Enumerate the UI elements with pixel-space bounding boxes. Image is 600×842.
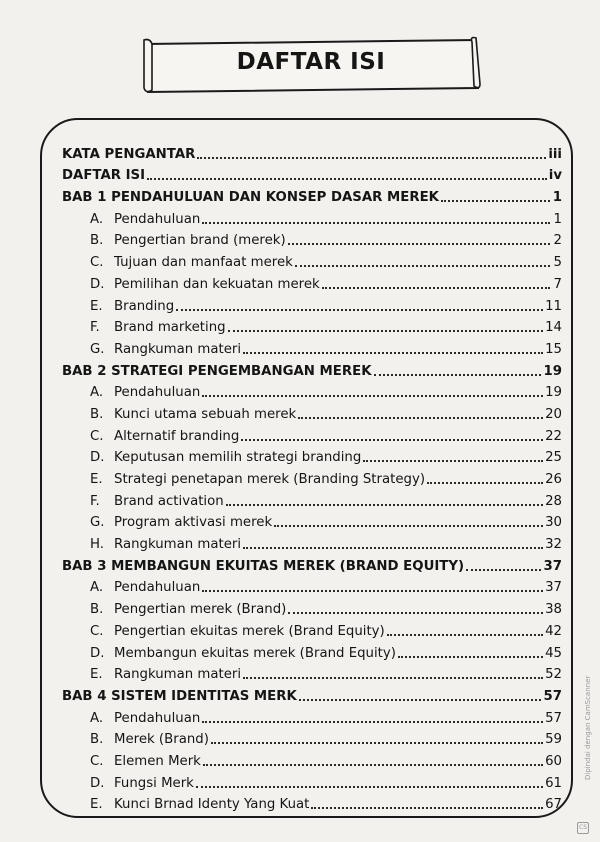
toc-item-letter: C. — [90, 623, 104, 639]
dot-leader — [298, 417, 543, 419]
toc-page-number: 14 — [545, 320, 562, 336]
dot-leader — [322, 287, 550, 289]
toc-page-number: 2 — [553, 233, 562, 249]
toc-entry-title: Branding — [114, 298, 175, 314]
toc-entry-title: Pendahuluan — [114, 211, 201, 227]
dot-leader — [466, 569, 541, 571]
toc-entry-title: Pengertian ekuitas merek (Brand Equity) — [114, 623, 385, 639]
toc-entry-title: BAB 1 PENDAHULUAN DAN KONSEP DASAR MEREK — [62, 190, 439, 206]
toc-entry-title: Fungsi Merk — [114, 775, 194, 791]
title-banner — [140, 36, 482, 94]
dot-leader — [427, 482, 543, 484]
toc-entry-title: BAB 2 STRATEGI PENGEMBANGAN MEREK — [62, 363, 372, 379]
dot-leader — [295, 265, 550, 267]
dot-leader — [374, 374, 542, 376]
toc-entry-title: Strategi penetapan merek (Branding Strategy) — [114, 472, 426, 487]
dot-leader — [243, 677, 543, 679]
dot-leader — [288, 243, 550, 245]
toc-item-letter: B. — [90, 233, 104, 249]
toc-page-number: iii — [548, 146, 562, 162]
dot-leader — [226, 504, 543, 506]
dot-leader — [441, 200, 550, 202]
toc-page-number: 22 — [545, 428, 562, 444]
dot-leader — [176, 309, 543, 311]
toc-entry-title: Merek (Brand) — [114, 732, 209, 748]
toc-page-number: 45 — [545, 645, 562, 661]
toc-page-number: 26 — [545, 472, 562, 487]
toc-chapter-row — [62, 683, 562, 705]
camscanner-logo-icon: CS — [577, 822, 589, 834]
toc-item-row — [62, 488, 562, 510]
toc-page-number: 37 — [543, 558, 562, 574]
toc-chapter-row — [62, 184, 562, 206]
dot-leader — [299, 699, 542, 701]
toc-entry-title: BAB 3 MEMBANGUN EKUITAS MEREK (BRAND EQUITY) — [62, 558, 465, 574]
dot-leader — [197, 157, 546, 159]
toc-entry-title: Kunci Brnad Identy Yang Kuat — [114, 797, 310, 813]
toc-item-row — [62, 705, 562, 727]
toc-entry-title: Tujuan dan manfaat merek — [114, 255, 293, 271]
toc-page-number: 7 — [553, 276, 562, 292]
toc-item-row — [62, 596, 562, 618]
toc-item-row — [62, 206, 562, 228]
toc-entry-title: Rangkuman materi — [114, 667, 242, 683]
toc-entry-title: Brand activation — [114, 493, 224, 509]
dot-leader — [202, 222, 550, 224]
toc-item-row — [62, 315, 562, 337]
dot-leader — [196, 786, 543, 788]
dot-leader — [202, 590, 543, 592]
toc-entry-title: Keputusan memilih strategi branding — [114, 450, 362, 466]
dot-leader — [211, 742, 543, 744]
toc-entry-title: Alternatif branding — [114, 428, 240, 444]
toc-entry-title: Kunci utama sebuah merek — [114, 406, 297, 422]
toc-entry-title: Pendahuluan — [114, 710, 201, 726]
toc-entry-title: Rangkuman materi — [114, 341, 242, 357]
toc-page-number: 67 — [545, 797, 562, 813]
toc-item-row — [62, 228, 562, 250]
toc-page-number: 19 — [543, 363, 562, 379]
toc-item-letter: E. — [90, 667, 103, 683]
toc-entry-title: Elemen Merk — [114, 753, 201, 769]
toc-item-letter: H. — [90, 537, 104, 553]
dot-leader — [387, 634, 543, 636]
toc-page-number: 5 — [553, 255, 562, 271]
toc-item-row — [62, 466, 562, 488]
toc-item-letter: E. — [90, 472, 103, 487]
dot-leader — [241, 439, 543, 441]
toc-page-number: 20 — [545, 406, 562, 422]
toc-item-row — [62, 727, 562, 749]
table-of-contents — [62, 141, 562, 813]
toc-chapter-row — [62, 358, 562, 380]
toc-item-letter: C. — [90, 753, 104, 769]
toc-page-number: 11 — [545, 298, 562, 314]
toc-item-letter: E. — [90, 298, 103, 314]
toc-page-number: 42 — [545, 623, 562, 639]
dot-leader — [363, 460, 543, 462]
toc-item-letter: G. — [90, 515, 105, 531]
toc-item-row — [62, 249, 562, 271]
dot-leader — [202, 721, 543, 723]
page-title: DAFTAR ISI — [236, 49, 386, 75]
toc-entry-title: DAFTAR ISI — [62, 168, 146, 184]
toc-item-row — [62, 662, 562, 684]
toc-item-letter: A. — [90, 710, 104, 726]
toc-page-number: 28 — [545, 493, 562, 509]
toc-entry-title: BAB 4 SISTEM IDENTITAS MERK — [62, 688, 297, 704]
dot-leader — [311, 807, 543, 809]
toc-item-letter: C. — [90, 428, 104, 444]
toc-entry-title: Membangun ekuitas merek (Brand Equity) — [114, 645, 396, 661]
toc-item-letter: B. — [90, 602, 104, 618]
toc-chapter-row — [62, 163, 562, 185]
toc-item-row — [62, 423, 562, 445]
toc-item-row — [62, 293, 562, 315]
toc-page-number: 1 — [553, 211, 562, 227]
toc-item-letter: A. — [90, 211, 104, 227]
toc-chapter-row — [62, 553, 562, 575]
toc-item-letter: A. — [90, 385, 104, 401]
toc-page-number: 52 — [545, 667, 562, 683]
toc-entry-title: Rangkuman materi — [114, 537, 242, 553]
toc-item-row — [62, 445, 562, 467]
toc-entry-title: Pemilihan dan kekuatan merek — [114, 276, 320, 292]
dot-leader — [147, 178, 547, 180]
toc-item-letter: D. — [90, 450, 105, 466]
toc-entry-title: Pendahuluan — [114, 385, 201, 401]
toc-item-letter: D. — [90, 645, 105, 661]
toc-item-row — [62, 380, 562, 402]
toc-item-row — [62, 401, 562, 423]
dot-leader — [228, 330, 543, 332]
toc-item-row — [62, 531, 562, 553]
toc-page-number: 38 — [545, 602, 562, 618]
toc-page-number: 25 — [545, 450, 562, 466]
toc-entry-title: Program aktivasi merek — [114, 515, 273, 531]
toc-page-number: iv — [548, 168, 562, 184]
dot-leader — [398, 656, 543, 658]
toc-item-row — [62, 575, 562, 597]
toc-item-row — [62, 640, 562, 662]
toc-page-number: 37 — [545, 580, 562, 596]
toc-item-letter: D. — [90, 276, 105, 292]
toc-entry-title: Brand marketing — [114, 320, 226, 336]
scanner-watermark: Dipindai dengan CamScanner — [584, 675, 592, 780]
toc-item-letter: B. — [90, 406, 104, 422]
toc-page-number: 19 — [545, 385, 562, 401]
toc-entry-title: Pengertian merek (Brand) — [114, 602, 287, 618]
toc-page-number: 61 — [545, 775, 562, 791]
toc-item-row — [62, 792, 562, 814]
toc-chapter-row — [62, 141, 562, 163]
toc-page-number: 57 — [543, 688, 562, 704]
toc-page-number: 32 — [545, 537, 562, 553]
toc-entry-title: KATA PENGANTAR — [62, 146, 196, 162]
toc-item-letter: C. — [90, 255, 104, 271]
toc-item-letter: B. — [90, 732, 104, 748]
toc-page-number: 59 — [545, 732, 562, 748]
toc-page-number: 60 — [545, 753, 562, 769]
toc-item-letter: G. — [90, 341, 105, 357]
toc-item-row — [62, 271, 562, 293]
dot-leader — [274, 525, 543, 527]
toc-page-number: 30 — [545, 515, 562, 531]
toc-item-row — [62, 770, 562, 792]
toc-page-number: 15 — [545, 341, 562, 357]
toc-item-row — [62, 336, 562, 358]
dot-leader — [243, 547, 543, 549]
dot-leader — [202, 395, 543, 397]
toc-item-letter: A. — [90, 580, 104, 596]
dot-leader — [288, 612, 543, 614]
dot-leader — [243, 352, 543, 354]
toc-entry-title: Pendahuluan — [114, 580, 201, 596]
toc-entry-title: Pengertian brand (merek) — [114, 233, 286, 249]
toc-item-row — [62, 618, 562, 640]
dot-leader — [203, 764, 543, 766]
toc-item-letter: F. — [90, 320, 100, 336]
toc-item-letter: F. — [90, 493, 100, 509]
toc-item-letter: E. — [90, 797, 103, 813]
toc-page-number: 57 — [545, 710, 562, 726]
toc-item-row — [62, 510, 562, 532]
toc-item-row — [62, 748, 562, 770]
toc-page-number: 1 — [552, 190, 562, 206]
toc-item-letter: D. — [90, 775, 105, 791]
